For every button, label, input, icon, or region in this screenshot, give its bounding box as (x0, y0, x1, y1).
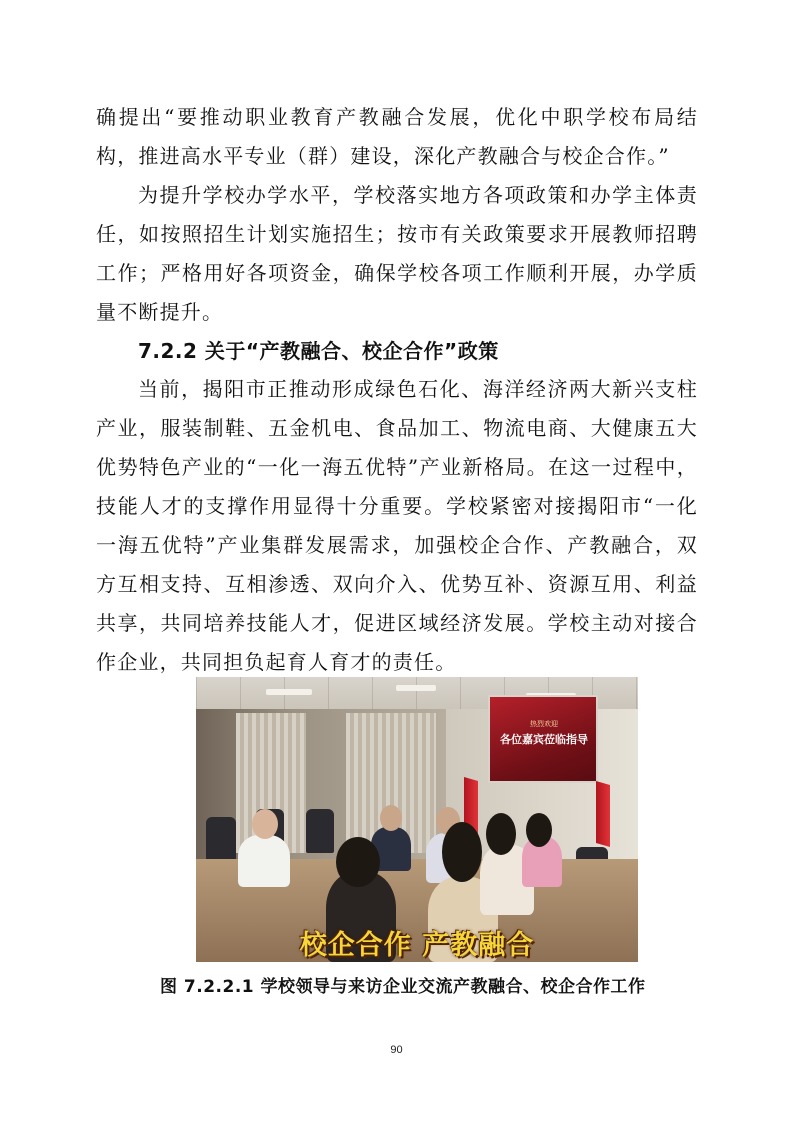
figure-caption: 图 7.2.2.1 学校领导与来访企业交流产教融合、校企合作工作 (160, 977, 646, 997)
screen-welcome-text: 热烈欢迎 (530, 720, 558, 728)
photo-ceiling-light (396, 685, 436, 691)
flag-right (596, 781, 610, 847)
person-hair (526, 813, 552, 847)
person-hair (442, 822, 482, 882)
person-head (380, 805, 402, 831)
section-heading: 7.2.2 关于“产教融合、校企合作”政策 (138, 339, 499, 363)
screen-guests-text: 各位嘉宾莅临指导 (500, 733, 588, 746)
paragraph-policy-quote: 确提出“要推动职业教育产教融合发展，优化中职学校布局结构，推进高水平专业（群）建设，深化产教融合与校企合作。” (96, 105, 698, 168)
paragraph-school-management: 为提升学校办学水平，学校落实地方各项政策和办学主体责任，如按照招生计划实施招生；按市有关政策要求开展教师招聘工作；严格用好各项资金，确保学校各项工作顺利开展，办学质量不断提升。 (96, 183, 698, 324)
person-hair (336, 837, 380, 887)
person-white-shirt (238, 835, 290, 887)
photo-ceiling-light (266, 689, 312, 695)
person-head (252, 809, 278, 839)
welcome-screen (488, 695, 598, 783)
meeting-photo (196, 677, 638, 962)
person-hair (486, 813, 516, 855)
chair (306, 809, 334, 853)
paragraph-industry-integration: 当前，揭阳市正推动形成绿色石化、海洋经济两大新兴支柱产业，服装制鞋、五金机电、食品加工、物流电商、大健康五大优势特色产业的“一化一海五优特”产业新格局。在这一过程中，技能人才的支撑作用显得十分重要。学校紧密对接揭阳市“一化一海五优特”产业集群发展需求，加强校企合作、产教融合，双方互相支持、互相渗透、双向介入、优势互补、资源互用、利益共享，共同培养技能人才，促进区域经济发展。学校主动对接合作企业，共同担负起育人育才的责任。 (96, 377, 698, 674)
photo-overlay-caption: 校企合作 产教融合 (299, 930, 535, 961)
page-number: 90 (390, 1044, 403, 1056)
